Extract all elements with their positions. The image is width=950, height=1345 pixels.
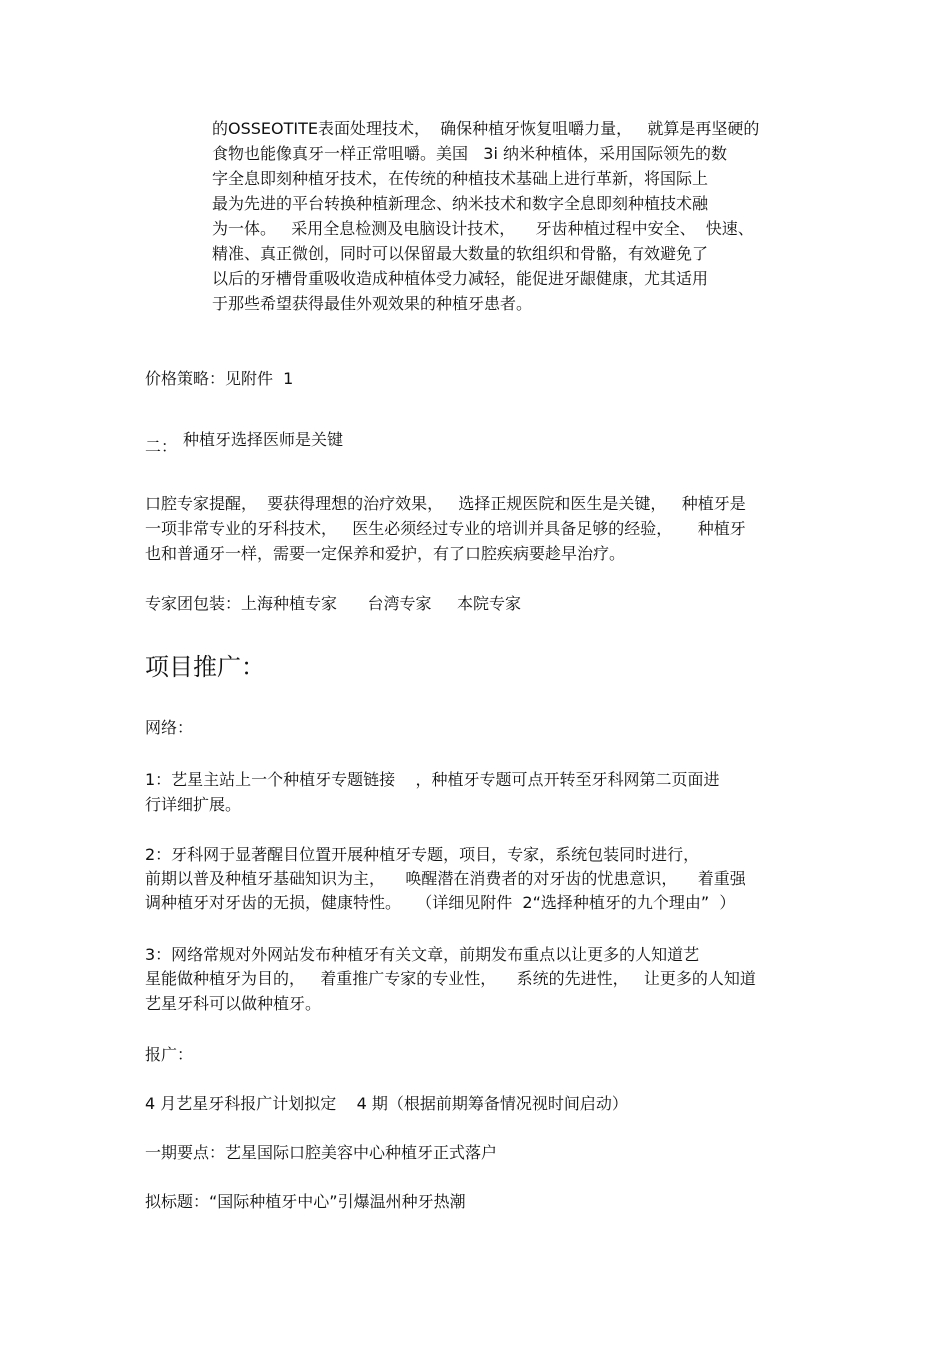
intro-line-1: 的OSSEOTITE表面处理技术， 确保种植牙恢复咀嚼力量， 就算是再坚硬的	[212, 119, 760, 138]
intro-line-2: 食物也能像真牙一样正常咀嚼。美国 3i 纳米种植体，采用国际领先的数	[212, 144, 727, 163]
price-strategy: 价格策略：见附件 1	[145, 369, 294, 388]
intro-line-3: 字全息即刻种植牙技术，在传统的种植技术基础上进行革新，将国际上	[212, 169, 709, 188]
section-two-number: 二：	[145, 437, 178, 456]
network-item-3-line-2: 星能做种植牙为目的， 着重推广专家的专业性， 系统的先进性， 让更多的人知道	[145, 969, 756, 988]
intro-line-5: 为一体。 采用全息检测及电脑设计技术， 牙齿种植过程中安全、 快速、	[212, 219, 754, 238]
network-item-1-line-1: 1：艺星主站上一个种植牙专题链接 ，种植牙专题可点开转至牙科网第二页面进	[145, 770, 720, 789]
network-item-3-line-3: 艺星牙科可以做种植牙。	[145, 994, 322, 1013]
network-item-2-line-2: 前期以普及种植牙基础知识为主， 唤醒潜在消费者的对牙齿的忧患意识， 着重强	[145, 869, 746, 888]
proposed-headline: 拟标题：“国际种植牙中心”引爆温州种牙热潮	[145, 1192, 466, 1211]
expert-advice-line-2: 一项非常专业的牙科技术， 医生必须经过专业的培训并具备足够的经验， 种植牙	[145, 519, 746, 538]
expert-team: 专家团包装：上海种植专家 台湾专家 本院专家	[145, 594, 521, 613]
newspaper-plan: 4 月艺星牙科报广计划拟定 4 期（根据前期筹备情况视时间启动）	[145, 1094, 628, 1113]
intro-line-4: 最为先进的平台转换种植新理念、纳米技术和数字全息即刻种植技术融	[212, 194, 709, 213]
intro-line-8: 于那些希望获得最佳外观效果的种植牙患者。	[212, 294, 533, 313]
network-item-2-line-3: 调种植牙对牙齿的无损，健康特性。 （详细见附件 2“选择种植牙的九个理由” ）	[145, 893, 736, 912]
network-label: 网络：	[145, 718, 194, 737]
newspaper-label: 报广：	[145, 1045, 194, 1064]
intro-line-6: 精准、真正微创，同时可以保留最大数量的软组织和骨骼，有效避免了	[212, 244, 709, 263]
phase-one-key-point: 一期要点：艺星国际口腔美容中心种植牙正式落户	[145, 1143, 498, 1162]
project-promotion-heading: 项目推广：	[145, 653, 265, 681]
network-item-1-line-2: 行详细扩展。	[145, 795, 242, 814]
expert-advice-line-3: 也和普通牙一样，需要一定保养和爱护，有了口腔疾病要趁早治疗。	[145, 544, 626, 563]
section-two-title: 种植牙选择医师是关键	[183, 430, 344, 449]
network-item-2-line-1: 2：牙科网于显著醒目位置开展种植牙专题，项目，专家，系统包装同时进行，	[145, 845, 700, 864]
intro-line-7: 以后的牙槽骨重吸收造成种植体受力减轻，能促进牙龈健康，尤其适用	[212, 269, 709, 288]
network-item-3-line-1: 3：网络常规对外网站发布种植牙有关文章，前期发布重点以让更多的人知道艺	[145, 945, 700, 964]
expert-advice-line-1: 口腔专家提醒， 要获得理想的治疗效果， 选择正规医院和医生是关键， 种植牙是	[145, 494, 746, 513]
